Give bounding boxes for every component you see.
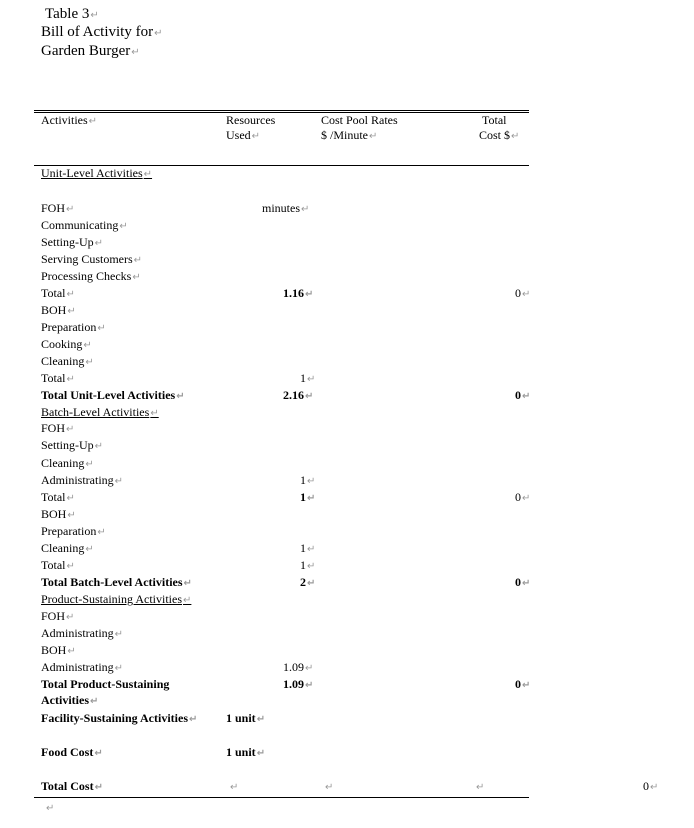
row-boh: BOH↵	[41, 507, 76, 521]
row-total-unit-level: Total Unit-Level Activities↵	[41, 388, 185, 402]
food-unit: 1 unit↵	[226, 745, 266, 759]
total-cost-value: 0↵	[643, 779, 659, 793]
cell-mark: ↵	[476, 782, 485, 793]
total-resources: 1↵	[300, 371, 316, 385]
row-setting-up: Setting-Up↵	[41, 438, 104, 452]
header-cost: Cost $↵	[479, 128, 520, 142]
cell-mark: ↵	[325, 782, 334, 793]
row-total: Total↵	[41, 371, 75, 385]
row-setting-up: Setting-Up↵	[41, 235, 104, 249]
top-rule-double	[34, 112, 529, 113]
cleaning-resources: 1↵	[300, 541, 316, 555]
total-resources: 1↵	[300, 490, 316, 504]
row-administrating: Administrating↵	[41, 473, 124, 487]
bottom-rule	[34, 797, 529, 798]
header-total: Total	[482, 113, 507, 127]
row-boh: BOH↵	[41, 303, 76, 317]
total-cost-value: 0↵	[515, 490, 531, 504]
total-batch-level-cost: 0↵	[515, 575, 531, 589]
header-rates: Cost Pool Rates	[321, 113, 398, 127]
row-communicating: Communicating↵	[41, 218, 128, 232]
row-facility-sustaining: Facility-Sustaining Activities↵	[41, 711, 198, 725]
header-used: Used↵	[226, 128, 261, 142]
row-total: Total↵	[41, 490, 75, 504]
row-processing-checks: Processing Checks↵	[41, 269, 141, 283]
total-unit-level-cost: 0↵	[515, 388, 531, 402]
row-administrating: Administrating↵	[41, 626, 124, 640]
row-cooking: Cooking↵	[41, 337, 92, 351]
total-product-sustaining-cost: 0↵	[515, 677, 531, 691]
row-total: Total↵	[41, 558, 75, 572]
row-total-product-sustaining-cont: Activities↵	[41, 693, 99, 707]
cell-mark: ↵	[230, 782, 239, 793]
row-total-batch-level: Total Batch-Level Activities↵	[41, 575, 192, 589]
row-total-product-sustaining: Total Product-Sustaining	[41, 677, 170, 691]
row-foh: FOH↵	[41, 201, 75, 215]
row-cleaning: Cleaning↵	[41, 354, 94, 368]
paragraph-mark: ↵	[46, 803, 55, 814]
row-administrating: Administrating↵	[41, 660, 124, 674]
total-resources: 1↵	[300, 558, 316, 572]
row-preparation: Preparation↵	[41, 524, 106, 538]
total-product-sustaining-resources: 1.09↵	[283, 677, 314, 691]
row-cleaning: Cleaning↵	[41, 456, 94, 470]
unit-level-heading: Unit-Level Activities↵	[41, 166, 153, 180]
table-title-line2: Garden Burger↵	[41, 43, 140, 59]
row-preparation: Preparation↵	[41, 320, 106, 334]
row-foh: FOH↵	[41, 421, 75, 435]
top-rule	[34, 110, 529, 111]
facility-unit: 1 unit↵	[226, 711, 266, 725]
administrating-resources: 1↵	[300, 473, 316, 487]
row-food-cost: Food Cost↵	[41, 745, 103, 759]
table-number: Table 3↵	[45, 6, 99, 22]
minutes-label: minutes↵	[262, 201, 310, 215]
row-total: Total↵	[41, 286, 75, 300]
table-title-line1: Bill of Activity for↵	[41, 24, 163, 40]
row-total-cost: Total Cost↵	[41, 779, 103, 793]
header-activities: Activities↵	[41, 113, 98, 127]
header-resources: Resources	[226, 113, 276, 127]
row-foh: FOH↵	[41, 609, 75, 623]
batch-level-heading: Batch-Level Activities↵	[41, 405, 159, 419]
row-boh: BOH↵	[41, 643, 76, 657]
product-sustaining-heading: Product-Sustaining Activities↵	[41, 592, 192, 606]
administrating-resources: 1.09↵	[283, 660, 314, 674]
row-serving-customers: Serving Customers↵	[41, 252, 143, 266]
total-batch-level-resources: 2↵	[300, 575, 316, 589]
total-resources: 1.16↵	[283, 286, 314, 300]
total-cost-value: 0↵	[515, 286, 531, 300]
header-per-minute: $ /Minute↵	[321, 128, 378, 142]
row-cleaning: Cleaning↵	[41, 541, 94, 555]
total-unit-level-resources: 2.16↵	[283, 388, 314, 402]
